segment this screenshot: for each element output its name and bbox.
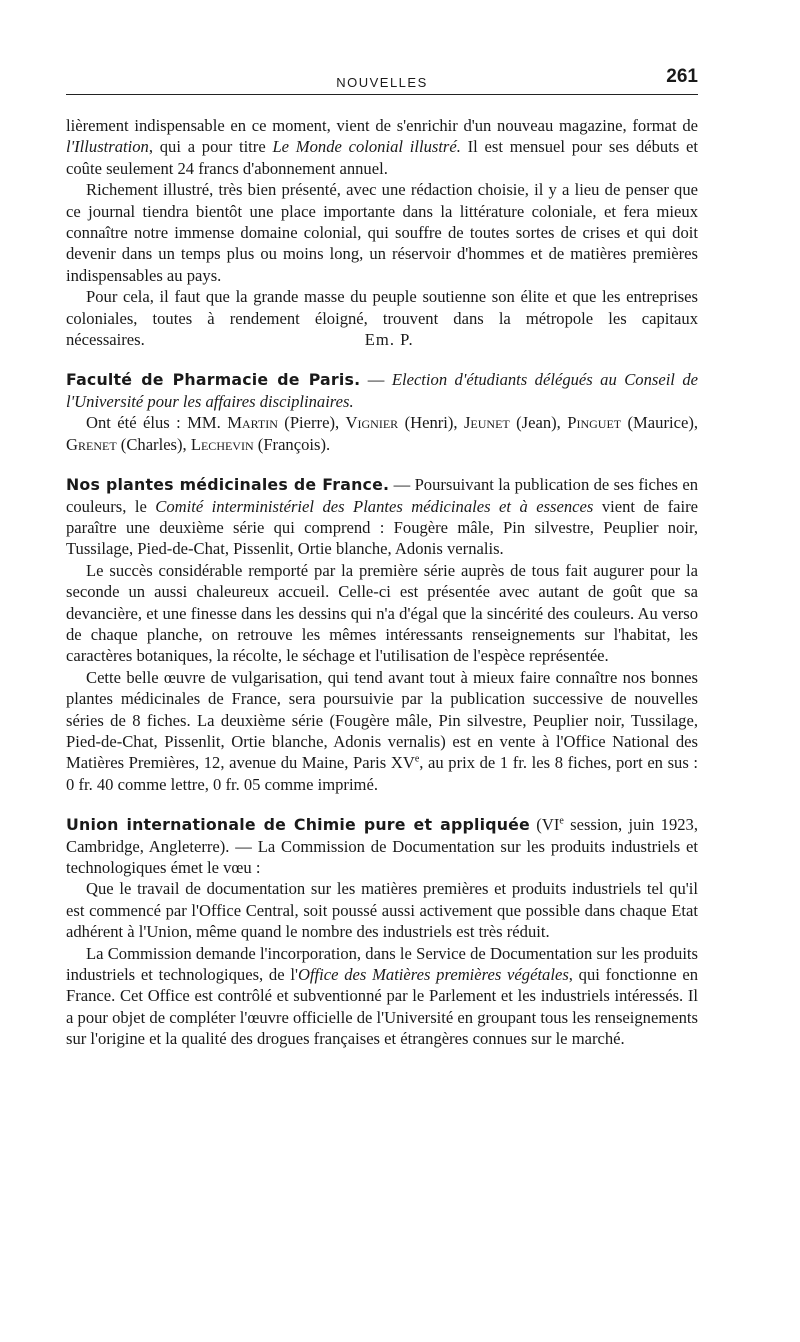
section-faculte	[66, 369, 698, 455]
faculte-subtitle: Election d'étudiants délégués au Conseil de l'Université pour les affaires disciplinaires.	[66, 370, 699, 411]
section-plantes	[66, 474, 698, 795]
union-heading: Union internationale de Chimie pure et appliquée	[66, 815, 530, 835]
plantes-paragraph-3: Cette belle œuvre de vulgarisation, qui tend avant tout à mieux faire connaître nos bonnes plantes médicinales de France, sera poursuivie par la publication successive de nouvelles séries de 8 fiches. La deuxième série (Fougère mâle, Pin silvestre, Peuplier noir, Tussilage, Pied-de-Chat, Pissenlit, Ortie blanche, Adonis vernalis) est en vente à l'Office National des Matières Premières, 12, avenue du Maine, Paris XVe, au prix de 1 fr. les 8 fiches, port en sus : 0 fr. 40 comme lettre, 0 fr. 05 comme imprimé.	[66, 667, 699, 794]
union-paragraph-3: La Commission demande l'incorporation, dans le Service de Documentation sur les produits industriels et technologiques, de l'Office des Matières premières végétales, qui fonctionne en France. Cet Office est contrôlé et subventionné par le Parlement et les industriels intéressés. Il a pour objet de compléter l'œuvre officielle de l'Université en groupant tous les renseignements sur l'origine et la qualité des drogues françaises et étrangères connues sur le marché.	[66, 943, 698, 1049]
union-paragraph-1: Union internationale de Chimie pure et appliquée (VIe session, juin 1923, Cambridge, Angleterre). — La Commission de Documentation sur les produits industriels et technologiques émet le vœu :	[66, 815, 699, 877]
plantes-paragraph-1: Nos plantes médicinales de France. — Poursuivant la publication de ses fiches en couleurs, le Comité interministériel des Plantes médicinales et à essences vient de faire paraître une deuxième série qui comprend : Fougère mâle, Pin silvestre, Peuplier noir, Tussilage, Pied-de-Chat, Pissenlit, Ortie blanche, Adonis vernalis.	[66, 475, 698, 559]
intro-paragraph-2: Richement illustré, très bien présenté, avec une rédaction choisie, il y a lieu de penser que ce journal tiendra bientôt une place importante dans la littérature coloniale, et fera mieux connaître notre immense domaine colonial, qui souffre de toutes sortes de crises et qui doit devenir dans un temps plus ou moins long, un réservoir d'hommes et de matières premières indispensables au pays.	[66, 180, 698, 285]
union-paragraph-2: Que le travail de documentation sur les matières premières et produits industriels tel qu'il est commencé par l'Office Central, soit poussé aussi activement que possible dans chaque Etat adhérent à l'Union, même quand le nombre des industriels est très réduit.	[66, 879, 698, 942]
intro-paragraph-1: lièrement indispensable en ce moment, vient de s'enrichir d'un nouveau magazine, format de l'Illustration, qui a pour titre Le Monde colonial illustré. Il est mensuel pour ses débuts et coûte seulement 24 francs d'abonnement annuel.	[66, 116, 698, 178]
page-content	[66, 115, 698, 1050]
section-union	[66, 814, 698, 1049]
intro-paragraph-3: Pour cela, il faut que la grande masse du peuple soutienne son élite et que les entreprises coloniales, toutes à rendement éloigné, trouvent dans la métropole les capitaux nécessaires. Em. P.	[66, 287, 698, 350]
plantes-heading: Nos plantes médicinales de France.	[66, 475, 390, 495]
faculte-heading: Faculté de Pharmacie de Paris.	[66, 370, 361, 390]
signature: Em. P.	[364, 330, 414, 350]
document-page	[66, 60, 698, 1050]
running-title: NOUVELLES	[336, 75, 428, 90]
plantes-paragraph-2: Le succès considérable remporté par la première série auprès de tous fait augurer pour la seconde un aussi chaleureux accueil. Celle-ci est présentée avec autant de goût que sa devancière, et une finesse dans les dessins qui n'a d'égal que la sincérité des couleurs. Au verso de chaque planche, on retrouve les mêmes intéressants renseignements sur l'habitat, les caractères botaniques, la récolte, le séchage et l'utilisation de l'espèce représentée.	[66, 560, 698, 666]
page-number: 261	[666, 66, 698, 87]
faculte-elected-list: Ont été élus : MM. Martin (Pierre), Vignier (Henri), Jeunet (Jean), Pinguet (Maurice), Grenet (Charles), Lechevin (François).	[66, 413, 699, 454]
faculte-heading-paragraph: Faculté de Pharmacie de Paris. — Election d'étudiants délégués au Conseil de l'Université pour les affaires disciplinaires.	[66, 370, 699, 411]
page-header	[66, 60, 698, 95]
